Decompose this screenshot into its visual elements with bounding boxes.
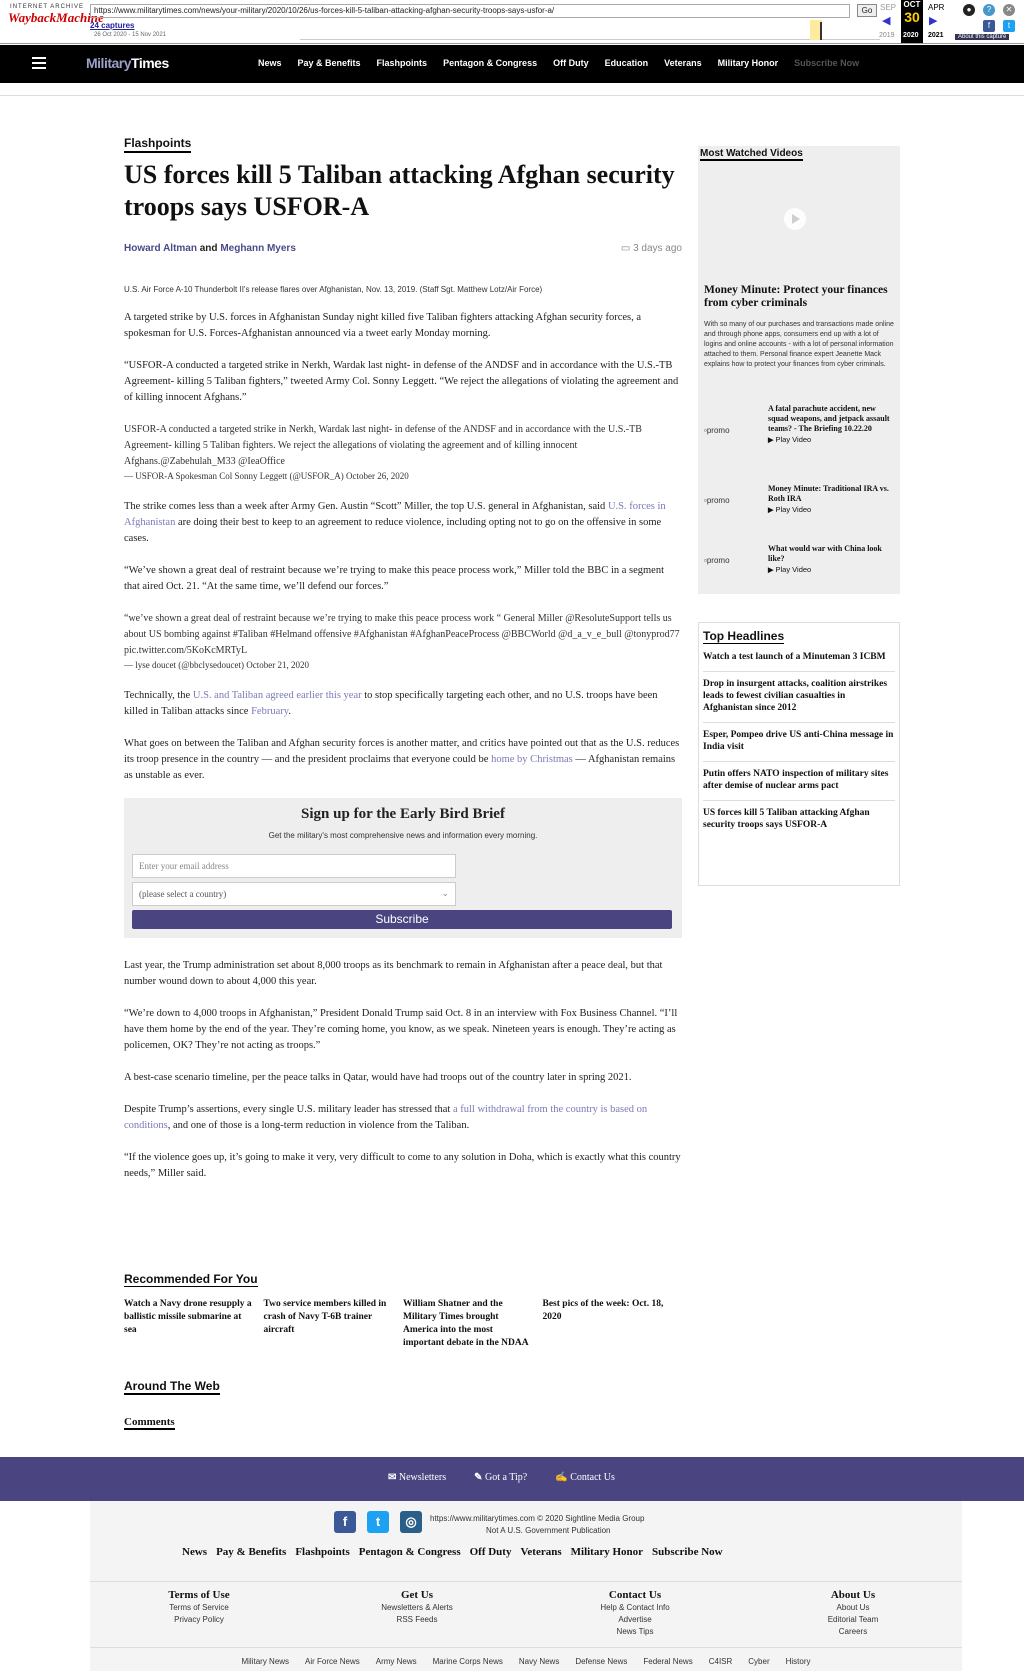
inline-link[interactable]: U.S. and Taliban agreed earlier this year: [192, 690, 362, 701]
wayback-logo-main: WaybackMachine: [8, 10, 104, 25]
wayback-logo[interactable]: [8, 4, 104, 34]
top-headlines-widget: [698, 622, 900, 886]
headline-item[interactable]: Drop in insurgent attacks, coalition airstrikes leads to fewest civilian casualties in Afghanistan since 2012: [703, 672, 895, 723]
recommended-item[interactable]: Best pics of the week: Oct. 18, 2020: [542, 1299, 664, 1322]
play-icon: ▶: [768, 507, 774, 514]
contact-link[interactable]: [555, 1472, 629, 1483]
facebook-icon[interactable]: f: [334, 1511, 356, 1533]
tip-link[interactable]: [474, 1472, 541, 1483]
country-select-value: (please select a country): [139, 889, 227, 899]
play-icon: ▶: [768, 437, 774, 444]
footer-link[interactable]: Careers: [838, 1627, 868, 1636]
calendar-icon: ▭: [620, 243, 631, 254]
recommended-title: Recommended For You: [124, 1272, 258, 1286]
video-item[interactable]: [704, 544, 898, 604]
wayback-toolbar: [0, 0, 1024, 44]
paragraph-text: .: [288, 706, 291, 717]
wayback-calendar: [878, 0, 958, 44]
tip-label: Got a Tip?: [485, 1472, 528, 1483]
nav-item-news[interactable]: News: [258, 58, 282, 68]
recommended-section: [124, 1270, 682, 1350]
site-link[interactable]: Military News: [241, 1657, 290, 1666]
comments-heading[interactable]: Comments: [124, 1416, 175, 1428]
twitter-icon[interactable]: t: [367, 1511, 389, 1533]
social-icons: [334, 1511, 433, 1533]
email-input[interactable]: Enter your email address: [132, 854, 456, 878]
footer-col-heading: Terms of Use: [168, 1589, 230, 1601]
footer-link[interactable]: About Us: [836, 1603, 870, 1612]
video-item[interactable]: [704, 404, 898, 464]
article-title: US forces kill 5 Taliban attacking Afghan security troops says USFOR-A: [124, 160, 675, 221]
nav-item-veterans[interactable]: Veterans: [664, 58, 702, 68]
nav-item-flashpoints[interactable]: Flashpoints: [376, 58, 428, 68]
promo-image: ▫promo: [704, 426, 730, 435]
nav-item-honor[interactable]: Military Honor: [717, 58, 779, 68]
wayback-range: 26 Oct 2020 - 15 Nov 2021: [94, 32, 167, 38]
newsletters-link[interactable]: [388, 1472, 460, 1483]
embedded-tweet: [124, 422, 682, 483]
video-title[interactable]: Money Minute: Protect your finances from cyber criminals: [704, 284, 888, 309]
tweet-text: “we’ve shown a great deal of restraint because we’re trying to make this peace process work “ General Miller @ResoluteSupport tells us about US bombing against #Taliban #Helmand offensive #Afghanistan #AfghanPeaceProcess @BBCWorld @d_a_v_e_bull @tonyprod77 pic.twitter.com/5KoKcMRTyL: [124, 613, 680, 656]
wayback-captures-link[interactable]: 24 captures: [90, 21, 135, 30]
help-icon[interactable]: ?: [983, 4, 995, 16]
headline-item[interactable]: US forces kill 5 Taliban attacking Afghan security troops says USFOR-A: [703, 808, 870, 830]
section-kicker[interactable]: Flashpoints: [124, 136, 191, 153]
edit-icon: ✍: [555, 1472, 568, 1483]
envelope-icon: ✉: [388, 1472, 397, 1483]
copyright: [430, 1513, 644, 1537]
promo-label: promo: [706, 496, 730, 505]
copyright-line-2: Not A U.S. Government Publication: [486, 1526, 611, 1535]
inline-link[interactable]: home by Christmas: [491, 754, 573, 765]
footer-link[interactable]: Editorial Team: [827, 1615, 879, 1624]
footer-nav-item[interactable]: Veterans: [520, 1546, 562, 1558]
paragraph: [124, 736, 682, 784]
author-link-1[interactable]: Howard Altman: [124, 243, 197, 254]
promo-image: ▫promo: [704, 556, 730, 565]
headline-item[interactable]: Esper, Pompeo drive US anti-China message in India visit: [703, 723, 895, 762]
paragraph: “If the violence goes up, it’s going to make it very, very difficult to come to any solution in Doha, which is exactly what this country needs,” Miller said.: [124, 1152, 681, 1179]
paragraph: Last year, the Trump administration set about 8,000 troops as its benchmark to remain in Afghanistan after a peace deal, but that number wound down to about 4,000 this year.: [124, 960, 663, 987]
close-icon[interactable]: ✕: [1003, 4, 1015, 16]
video-item-title: A fatal parachute accident, new squad weapons, and jetpack assault teams? - The Briefing 10.22.20: [768, 404, 890, 433]
footer-link[interactable]: Help & Contact Info: [600, 1603, 670, 1612]
promo-label: promo: [706, 426, 730, 435]
embedded-tweet: [124, 611, 682, 672]
paragraph: A targeted strike by U.S. forces in Afghanistan Sunday night killed five Taliban fighters attacking Afghan security forces, a spokesman for U.S. Forces-Afghanistan announced via a tweet early Monday morning.: [124, 312, 642, 339]
play-video-label: Play Video: [775, 505, 812, 514]
nav-menu: [258, 58, 875, 68]
nav-item-pentagon[interactable]: Pentagon & Congress: [443, 58, 538, 68]
paragraph-text: are doing their best to keep to an agreement to reduce violence, including opting not to go on the offensive in some cases.: [124, 517, 662, 544]
paragraph: [124, 499, 682, 547]
site-link[interactable]: Defense News: [575, 1657, 628, 1666]
paragraph-text: The strike comes less than a week after Army Gen. Austin “Scott” Miller, the top U.S. general in Afghanistan, said: [124, 501, 608, 512]
play-video-label: Play Video: [775, 435, 812, 444]
top-headlines-title: Top Headlines: [703, 629, 785, 643]
footer-link[interactable]: Terms of Service: [169, 1603, 229, 1612]
footer-nav-item[interactable]: Subscribe Now: [652, 1546, 723, 1558]
nav-item-offduty[interactable]: Off Duty: [553, 58, 589, 68]
most-watched-widget: [698, 146, 900, 594]
footer-col-heading: Contact Us: [608, 1589, 662, 1601]
nav-item-pay[interactable]: Pay & Benefits: [297, 58, 361, 68]
paragraph-text: Despite Trump’s assertions, every single U.S. military leader has stressed that: [124, 1104, 453, 1115]
footer-nav-item[interactable]: News: [182, 1546, 208, 1558]
twitter-icon[interactable]: t: [1003, 20, 1015, 32]
footer-link[interactable]: Advertise: [618, 1615, 652, 1624]
recommended-item[interactable]: Watch a Navy drone resupply a ballistic missile submarine at sea: [124, 1299, 252, 1335]
time-ago: 3 days ago: [633, 243, 682, 254]
paragraph: “USFOR-A conducted a targeted strike in Nerkh, Wardak last night- in defense of the ANDSF and in accordance with the U.S.-TB Agreement- killing 5 Taliban fighters,” tweeted Army Col. Sonny Leggett. “We reject the allegations of violating the agreement and of killing innocent Afghans.”: [124, 360, 679, 403]
photo-caption: U.S. Air Force A-10 Thunderbolt II's release flares over Afghanistan, Nov. 13, 2019. (Staff Sgt. Matthew Lotz/Air Force): [124, 285, 543, 294]
next-arrow-icon[interactable]: ▶: [929, 15, 938, 27]
prev-arrow-icon[interactable]: ◀: [882, 15, 891, 27]
byline-and: and: [199, 243, 218, 254]
footer-nav-item[interactable]: Pay & Benefits: [216, 1546, 287, 1558]
promo-image: ▫promo: [704, 496, 730, 505]
tweet-text: USFOR-A conducted a targeted strike in Nerkh, Wardak last night- in defense of the ANDSF and in accordance with the U.S.-TB Agreement- killing 5 Taliban fighters. We reject the allegations of violating the agreement and of killing innocent Afghans.@Zabehulah_M33 @IeaOffice: [124, 424, 642, 467]
site-link[interactable]: Air Force News: [305, 1657, 360, 1666]
next-month[interactable]: APR: [928, 3, 945, 12]
footer: [90, 1501, 962, 1671]
footer-col-heading: Get Us: [400, 1589, 434, 1601]
site-logo[interactable]: [86, 55, 169, 71]
paragraph-text: , and one of those is a long-term reduction in violence from the Taliban.: [167, 1120, 470, 1131]
user-icon[interactable]: ●: [963, 4, 975, 16]
site-link[interactable]: C4ISR: [708, 1657, 733, 1666]
newsletters-label: Newsletters: [398, 1472, 447, 1483]
paragraph-text: — Afghanistan remains as unstable as ever.: [124, 754, 676, 781]
recommended-item[interactable]: William Shatner and the Military Times brought America into the most important debate in the NDAA: [403, 1299, 529, 1348]
pencil-icon: ✎: [474, 1472, 483, 1483]
footer-nav: [182, 1546, 732, 1558]
inline-link[interactable]: a full withdrawal from the country is based on conditions: [124, 1104, 648, 1131]
site-nav: [0, 45, 1024, 83]
video-item-title: Money Minute: Traditional IRA vs. Roth IRA: [768, 484, 889, 503]
footer-link[interactable]: News Tips: [616, 1627, 654, 1636]
footer-link[interactable]: Newsletters & Alerts: [381, 1603, 453, 1612]
prev-year: 2019: [879, 32, 895, 39]
paragraph: [124, 688, 682, 720]
country-select[interactable]: [132, 882, 456, 906]
play-icon: ▶: [768, 567, 774, 574]
footer-nav-item[interactable]: Off Duty: [469, 1546, 512, 1558]
logo-times: Times: [131, 55, 169, 71]
footer-columns: [90, 1581, 962, 1638]
site-link[interactable]: Army News: [375, 1657, 417, 1666]
chevron-down-icon: ⌄: [441, 888, 449, 898]
site-link[interactable]: Cyber: [748, 1657, 770, 1666]
about-capture-link[interactable]: About this capture: [955, 34, 1009, 40]
contact-label: Contact Us: [570, 1472, 615, 1483]
around-the-web-heading: Around The Web: [124, 1379, 220, 1393]
paragraph-text: Technically, the: [124, 690, 193, 701]
promo-label: promo: [706, 556, 730, 565]
paragraph: [124, 1102, 682, 1134]
facebook-icon[interactable]: f: [983, 20, 995, 32]
signup-title: Sign up for the Early Bird Brief: [301, 806, 505, 822]
footer-link[interactable]: Privacy Policy: [174, 1615, 224, 1624]
play-video-label: Play Video: [775, 565, 812, 574]
site-link[interactable]: History: [785, 1657, 811, 1666]
site-link[interactable]: Marine Corps News: [432, 1657, 503, 1666]
tweet-signature[interactable]: — lyse doucet (@bbclysedoucet) October 21, 2020: [124, 660, 309, 670]
wayback-go-button[interactable]: Go: [857, 4, 877, 17]
wayback-sparkline[interactable]: [300, 20, 880, 40]
next-year: 2021: [928, 32, 944, 39]
menu-icon[interactable]: [32, 57, 46, 69]
newsletter-signup: [124, 798, 682, 938]
wayback-logo-top: INTERNET ARCHIVE: [10, 4, 84, 10]
sparkline-tick: [820, 22, 822, 40]
site-link[interactable]: Federal News: [643, 1657, 693, 1666]
video-description: With so many of our purchases and transactions made online and through phone apps, consumers end up with a lot of logins and online accounts - with a lot of personal information attached to them. Personal finance expert Jeanette Mack explains how to protect your finances from cyber criminals.: [704, 321, 894, 368]
paragraph-text: What goes on between the Taliban and Afghan security forces is another matter, and critics have pointed out that as the U.S. reduces its troop presence in the country — and the president proclaims that everyone could be: [124, 738, 680, 765]
paragraph: A best-case scenario timeline, per the peace talks in Qatar, would have had troops out of the country later in spring 2021.: [124, 1072, 632, 1083]
inline-link[interactable]: February: [251, 706, 289, 717]
current-day: 30: [904, 9, 920, 25]
signup-subtitle: Get the military's most comprehensive news and information every morning.: [268, 831, 538, 840]
footer-link[interactable]: RSS Feeds: [396, 1615, 438, 1624]
current-month-label: OCT: [903, 0, 921, 9]
nav-item-education[interactable]: Education: [604, 58, 649, 68]
headline-item[interactable]: Putin offers NATO inspection of military sites after demise of nuclear arms pact: [703, 762, 895, 801]
network-sites: [90, 1647, 962, 1666]
footer-col-heading: About Us: [830, 1589, 876, 1601]
recommended-item[interactable]: Two service members killed in crash of Navy T-6B trainer aircraft: [263, 1299, 387, 1335]
article: [124, 134, 682, 1182]
current-year: 2020: [903, 32, 919, 39]
paragraph-text: to stop specifically targeting each other, and no U.S. troops have been killed in Taliban attacks since: [124, 690, 658, 717]
subscribe-button[interactable]: Subscribe: [132, 910, 672, 929]
footer-nav-item[interactable]: Military Honor: [570, 1546, 644, 1558]
video-item-title: What would war with China look like?: [768, 544, 882, 563]
most-watched-title: Most Watched Videos: [700, 148, 803, 159]
headline-item[interactable]: Watch a test launch of a Minuteman 3 ICBM: [703, 645, 895, 672]
footer-nav-item[interactable]: Pentagon & Congress: [358, 1546, 461, 1558]
prev-month[interactable]: SEP: [880, 3, 897, 12]
nav-subscribe[interactable]: Subscribe Now: [794, 58, 860, 68]
play-icon[interactable]: [784, 208, 806, 230]
footer-bar: [0, 1457, 1024, 1501]
tweet-signature[interactable]: — USFOR-A Spokesman Col Sonny Leggett (@USFOR_A) October 26, 2020: [124, 471, 409, 481]
copyright-line-1: https://www.militarytimes.com © 2020 Sightline Media Group: [430, 1514, 645, 1523]
paragraph: “We’re down to 4,000 troops in Afghanistan,” President Donald Trump said Oct. 8 in an interview with Fox Business Channel. “I’ll have them home by the end of the year. They’re coming home, you know, as we speak. Nineteen years is enough. They’re acting as policemen, OK? They’re not acting as troops.”: [124, 1008, 678, 1051]
logo-military: Military: [86, 55, 132, 71]
wayback-url-input[interactable]: https://www.militarytimes.com/news/your-military/2020/10/26/us-forces-kill-5-taliban-attacking-afghan-security-troops-says-usfor-a/: [90, 4, 850, 18]
instagram-icon[interactable]: ◎: [400, 1511, 422, 1533]
divider: [0, 95, 1024, 96]
footer-nav-item[interactable]: Flashpoints: [295, 1546, 350, 1558]
paragraph: “We’ve shown a great deal of restraint because we’re trying to make this peace process work,” Miller told the BBC in a segment that aired Oct. 21. “At the same time, we’ll defend our forces.”: [124, 565, 665, 592]
author-link-2[interactable]: Meghann Myers: [220, 243, 296, 254]
byline: [124, 243, 682, 254]
inline-link[interactable]: U.S. forces in Afghanistan: [124, 501, 666, 528]
site-link[interactable]: Navy News: [518, 1657, 560, 1666]
video-item[interactable]: [704, 484, 898, 544]
